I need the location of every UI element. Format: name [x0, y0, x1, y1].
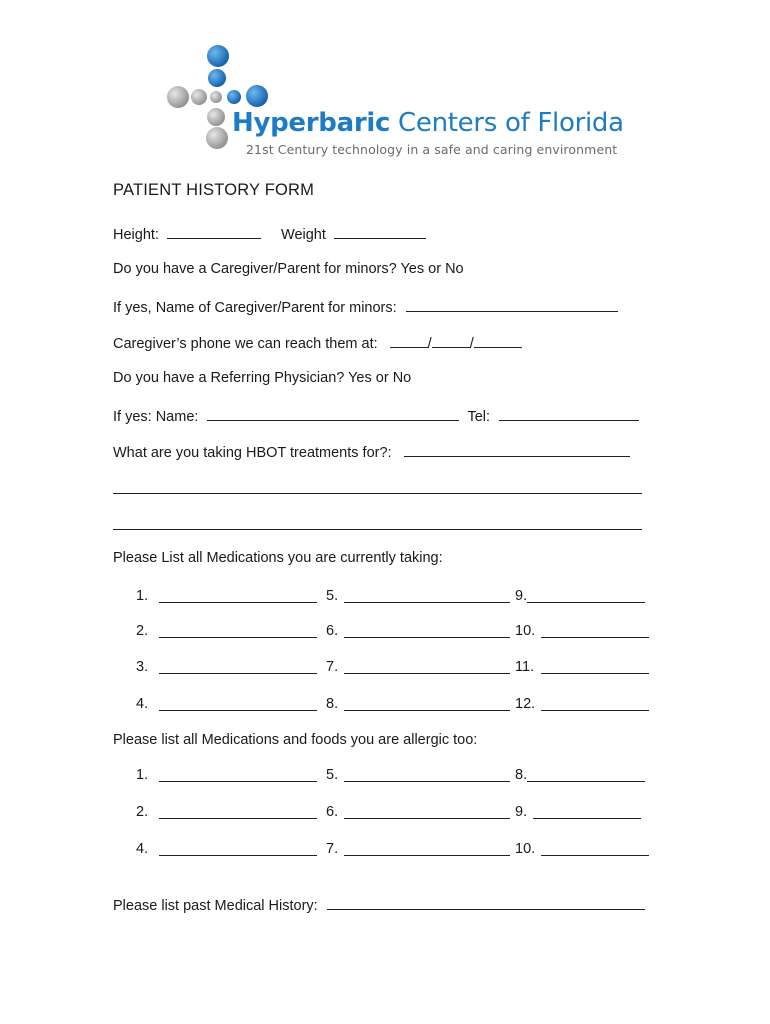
hbot-field[interactable] [404, 442, 630, 457]
brand-name: Hyperbaric Centers of Florida [232, 108, 624, 138]
medication-field[interactable] [344, 637, 510, 638]
allergy-number: 1. [136, 767, 149, 783]
allergy-field[interactable] [527, 781, 645, 782]
medication-number: 4. [136, 696, 149, 712]
caregiver-name-label: If yes, Name of Caregiver/Parent for minors: [113, 300, 397, 316]
medication-field[interactable] [344, 602, 510, 603]
medication-number: 12. [515, 696, 536, 712]
allergy-number: 8. [515, 767, 528, 783]
medication-field[interactable] [527, 602, 645, 603]
allergy-field[interactable] [344, 781, 510, 782]
medication-number: 10. [515, 623, 536, 639]
height-weight-row [113, 224, 426, 243]
medication-number: 9. [515, 588, 528, 604]
caregiver-name-row [113, 297, 618, 316]
physician-row [113, 406, 639, 425]
medication-number: 3. [136, 659, 149, 675]
allergy-number: 9. [515, 804, 528, 820]
medication-field[interactable] [344, 673, 510, 674]
allergy-number: 6. [326, 804, 339, 820]
medication-number: 7. [326, 659, 339, 675]
medication-field[interactable] [541, 673, 649, 674]
weight-label: Weight [281, 227, 326, 243]
clinic-logo [162, 44, 624, 162]
physician-name-label: If yes: Name: [113, 409, 199, 425]
allergy-number: 10. [515, 841, 536, 857]
medication-number: 8. [326, 696, 339, 712]
allergy-number: 4. [136, 841, 149, 857]
allergies-label: Please list all Medications and foods you are allergic too: [113, 732, 478, 748]
medications-label: Please List all Medications you are currently taking: [113, 550, 443, 566]
phone-slash: / [469, 336, 474, 352]
phone-prefix-field[interactable] [432, 333, 470, 348]
medication-field[interactable] [159, 602, 317, 603]
allergy-field[interactable] [344, 855, 510, 856]
history-field[interactable] [327, 895, 645, 910]
weight-field[interactable] [334, 224, 426, 239]
caregiver-phone-row [113, 333, 522, 352]
caregiver-name-field[interactable] [406, 297, 618, 312]
physician-question: Do you have a Referring Physician? Yes or No [113, 370, 412, 386]
hbot-label: What are you taking HBOT treatments for?: [113, 445, 392, 461]
height-label: Height: [113, 227, 159, 243]
medication-field[interactable] [159, 710, 317, 711]
allergy-field[interactable] [159, 818, 317, 819]
hbot-continuation-line[interactable] [113, 493, 642, 494]
phone-slash: / [427, 336, 432, 352]
medication-field[interactable] [541, 637, 649, 638]
hbot-continuation-line[interactable] [113, 529, 642, 530]
allergy-number: 2. [136, 804, 149, 820]
allergy-field[interactable] [344, 818, 510, 819]
history-label: Please list past Medical History: [113, 898, 318, 914]
allergy-field[interactable] [541, 855, 649, 856]
allergy-field[interactable] [159, 855, 317, 856]
medication-number: 1. [136, 588, 149, 604]
allergy-field[interactable] [533, 818, 641, 819]
physician-tel-label: Tel: [467, 409, 491, 425]
physician-tel-field[interactable] [499, 406, 639, 421]
height-field[interactable] [167, 224, 261, 239]
history-row [113, 895, 645, 914]
caregiver-question: Do you have a Caregiver/Parent for minors? Yes or No [113, 261, 464, 277]
hbot-row [113, 442, 630, 461]
medication-number: 5. [326, 588, 339, 604]
allergy-field[interactable] [159, 781, 317, 782]
allergy-number: 5. [326, 767, 339, 783]
medication-field[interactable] [541, 710, 649, 711]
phone-area-field[interactable] [390, 333, 428, 348]
medication-field[interactable] [344, 710, 510, 711]
brand-tagline: 21st Century technology in a safe and caring environment [246, 142, 618, 157]
form-title: PATIENT HISTORY FORM [113, 181, 315, 199]
medication-number: 6. [326, 623, 339, 639]
physician-name-field[interactable] [207, 406, 459, 421]
allergy-number: 7. [326, 841, 339, 857]
medication-field[interactable] [159, 673, 317, 674]
medication-field[interactable] [159, 637, 317, 638]
caregiver-phone-label: Caregiver’s phone we can reach them at: [113, 336, 378, 352]
medication-number: 2. [136, 623, 149, 639]
medication-number: 11. [515, 659, 535, 675]
phone-line-field[interactable] [474, 333, 522, 348]
